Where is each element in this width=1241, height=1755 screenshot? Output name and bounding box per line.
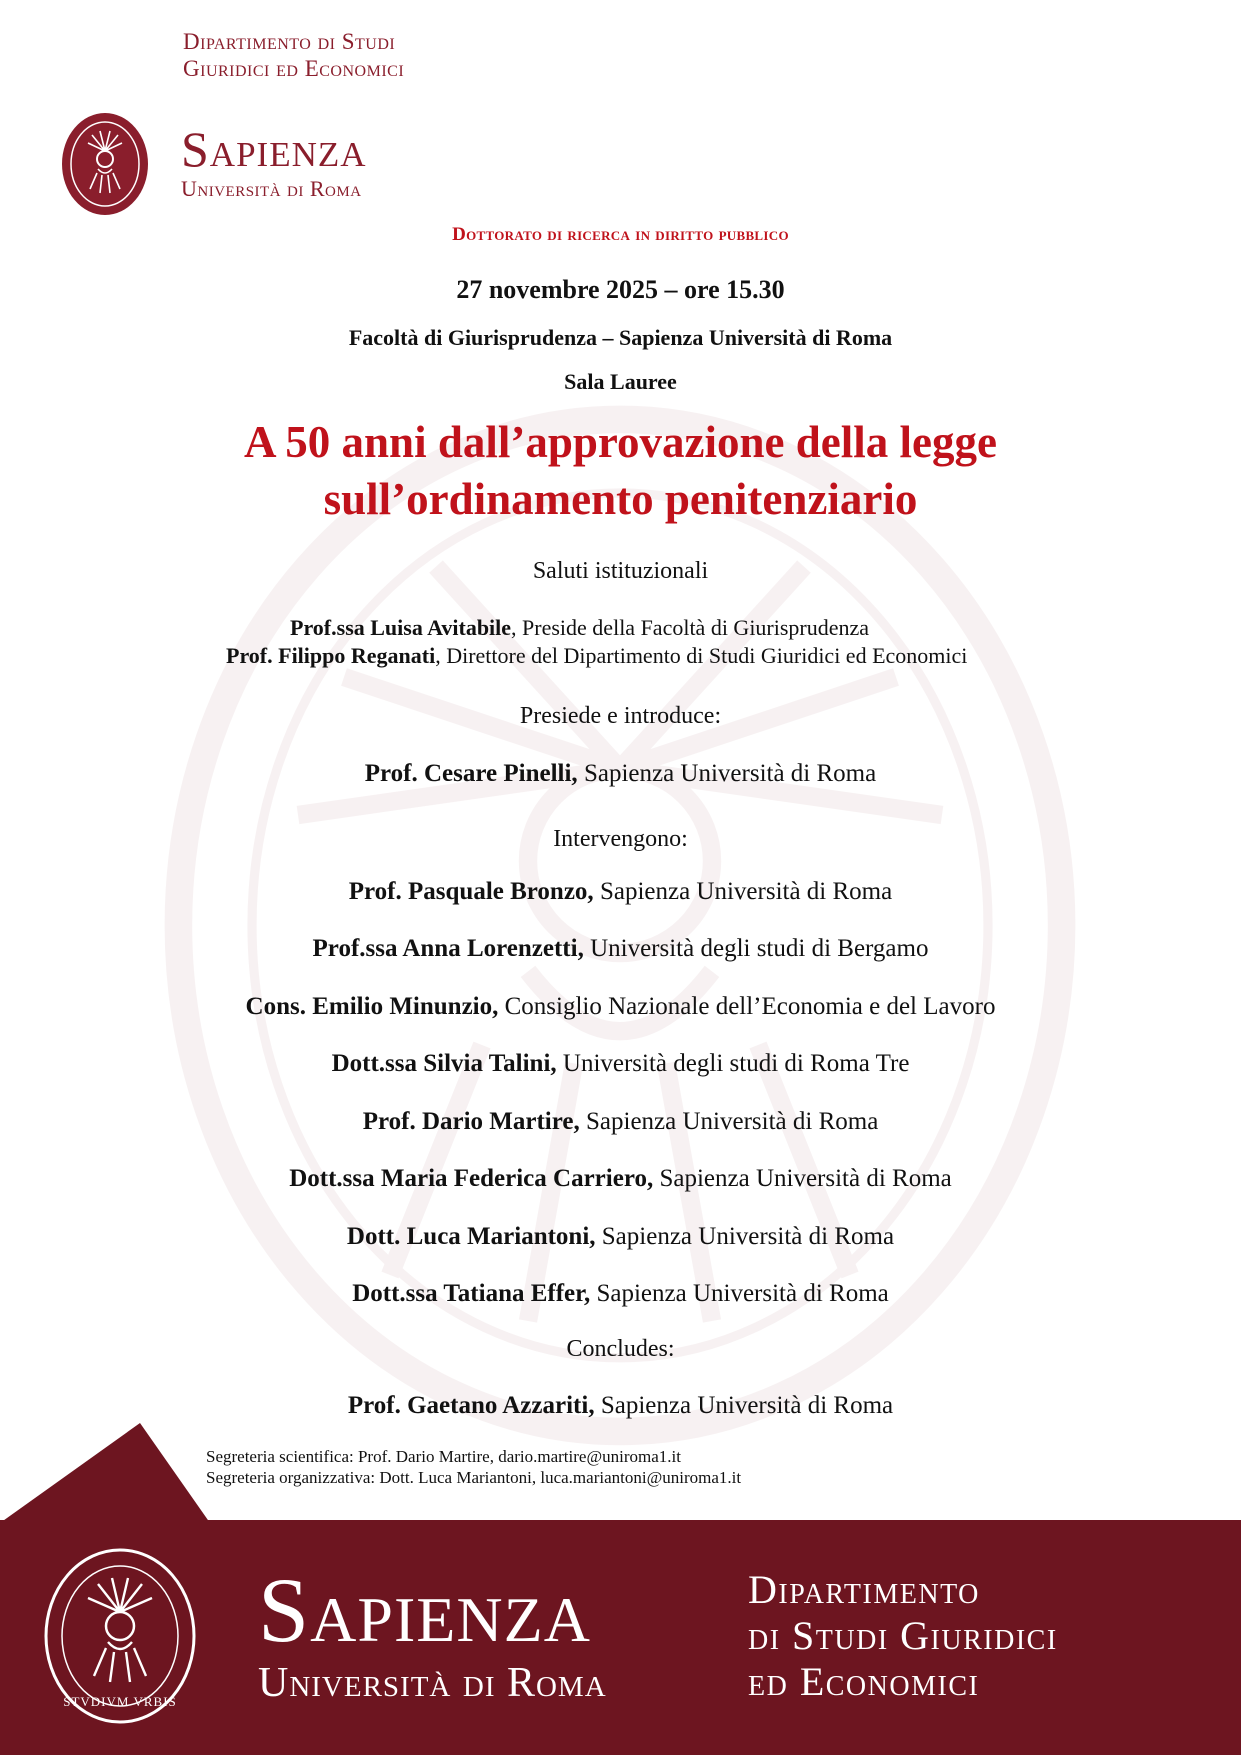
speaker-affiliation: Sapienza Università di Roma [579,1108,879,1135]
speaker-affiliation: Università degli studi di Bergamo [583,935,929,962]
speaker-affiliation: Sapienza Università di Roma [590,1280,889,1307]
greeting-name: Prof. Filippo Reganati [226,643,436,668]
footer-triangle-accent [0,1423,210,1523]
sapienza-logotype [181,121,367,202]
seal-motto: STVDIVM VRBIS [63,1694,177,1709]
speaker-item [0,1050,1241,1078]
speaker-item [0,1108,1241,1136]
footer-department-name [748,1567,1058,1705]
speaker-item [0,993,1241,1021]
speaker-name: Dott.ssa Maria Federica Carriero, [289,1165,654,1192]
speaker-name: Prof. Pasquale Bronzo, [348,878,594,905]
conclusion-heading: Concludes: [566,1336,675,1362]
speaker-name: Prof.ssa Anna Lorenzetti, [312,935,584,962]
speaker-name: Dott.ssa Silvia Talini, [331,1050,557,1077]
conclusion-name: Prof. Gaetano Azzariti, [347,1392,595,1419]
speaker-affiliation: Consiglio Nazionale dell’Economia e del Lavoro [498,993,996,1020]
contacts-block [206,1446,741,1488]
speaker-affiliation: Università degli studi di Roma Tre [556,1050,910,1077]
speaker-affiliation: Sapienza Università di Roma [595,1223,895,1250]
sapienza-logotype-footer [258,1559,607,1707]
sapienza-seal-logo [60,111,150,217]
greeting-item [290,615,869,641]
event-title-line1: A 50 anni dall’approvazione della legge [244,417,997,467]
greeting-name: Prof.ssa Luisa Avitabile [290,615,512,640]
speaker-item [0,1280,1241,1308]
chair-speaker [0,760,1241,788]
greeting-role: , Direttore del Dipartimento di Studi Giuridici ed Economici [435,643,968,668]
footer-brand-name: Sapienza [258,1559,591,1661]
chair-affiliation: Sapienza Università di Roma [577,760,877,787]
speaker-name: Dott.ssa Tatiana Effer, [352,1280,591,1307]
footer-department-line1: Dipartimento [748,1567,980,1612]
doctorate-program: Dottorato di ricerca in diritto pubblico [452,224,789,245]
event-venue: Facoltà di Giurisprudenza – Sapienza Università di Roma [348,325,893,350]
department-name-line1: Dipartimento di Studi [183,29,396,54]
footer-brand-subtitle: Università di Roma [258,1660,607,1706]
speaker-name: Prof. Dario Martire, [362,1108,580,1135]
sapienza-seal-logo-footer [42,1546,198,1726]
chair-name: Prof. Cesare Pinelli, [364,760,578,787]
department-name [183,28,404,82]
department-name-line2: Giuridici ed Economici [183,56,405,81]
brand-name: Sapienza [181,121,367,177]
conclusion-affiliation: Sapienza Università di Roma [594,1392,894,1419]
speaker-name: Dott. Luca Mariantoni, [346,1223,596,1250]
speaker-item [0,878,1241,906]
speaker-name: Cons. Emilio Minunzio, [245,993,499,1020]
greeting-item [226,643,967,669]
chair-heading: Presiede e introduce: [519,703,722,729]
conclusion-speaker [0,1392,1241,1420]
event-room: Sala Lauree [564,369,677,394]
brand-subtitle: Università di Roma [181,176,362,201]
speaker-item [0,1223,1241,1251]
event-title-line2: sull’ordinamento penitenziario [323,474,918,524]
event-date-time: 27 novembre 2025 – ore 15.30 [456,275,785,304]
scientific-secretariat: Segreteria scientifica: Prof. Dario Martire, dario.martire@uniroma1.it [206,1447,681,1466]
organizational-secretariat: Segreteria organizzativa: Dott. Luca Mariantoni, luca.mariantoni@uniroma1.it [206,1468,742,1487]
speaker-affiliation: Sapienza Università di Roma [653,1165,952,1192]
greetings-heading: Saluti istituzionali [532,558,709,584]
event-title [0,414,1241,528]
footer-department-line2: di Studi Giuridici [748,1613,1058,1658]
footer-department-line3: ed Economici [748,1659,980,1704]
speakers-heading: Intervengono: [553,826,688,852]
speaker-item [0,935,1241,963]
greeting-role: , Preside della Facoltà di Giurisprudenza [511,615,870,640]
speaker-affiliation: Sapienza Università di Roma [593,878,893,905]
speaker-item [0,1165,1241,1193]
